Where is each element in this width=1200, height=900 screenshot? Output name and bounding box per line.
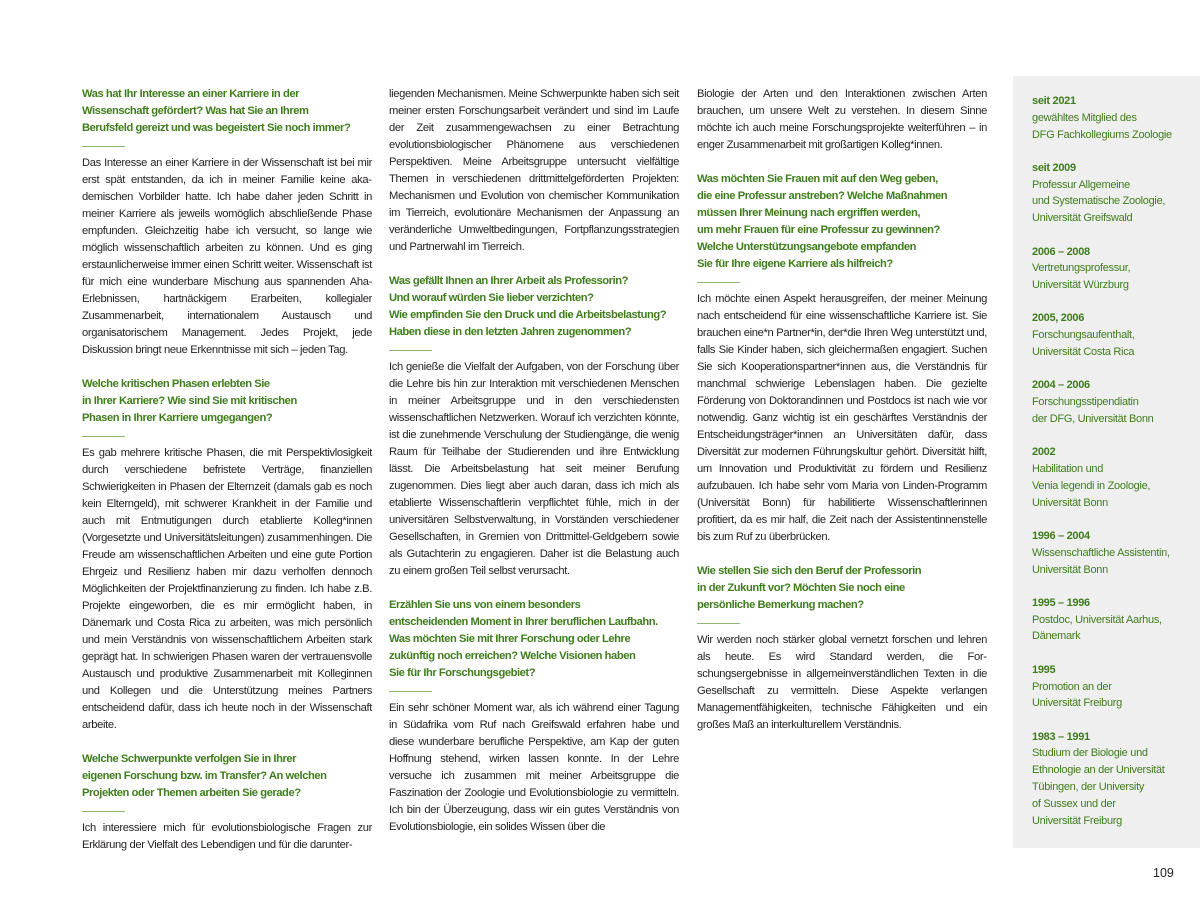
cv-description-line: der DFG, Universität Bonn [1032,412,1154,425]
cv-period: seit 2021 [1032,95,1076,107]
question-line: Sie für Ihr Forschungsgebiet? [389,667,536,679]
answer-text: Wir werden noch stärker global vernetzt forschen und lehren als heute. Es wird Standard werden, die Forschungsergebnisse in allgemeinverständlichen Texten in die Gesellschaft zu vermitteln. Diese Aspekte verlangen Managementfähigkeiten, technische Fähigkeiten und ein großes Maß an interkulturellem Verständnis. [697,634,987,731]
question-line: eigenen Forschung bzw. im Transfer? An welchen [82,770,327,782]
question-heading [82,376,372,427]
column-1 [82,86,372,871]
cv-entry [1032,595,1197,645]
cv-description-line: Universität Costa Rica [1032,346,1135,359]
question-line: in der Zukunft vor? Möchten Sie noch eine [697,582,905,594]
question-line: Sie für Ihre eigene Karriere als hilfreich? [697,258,893,270]
cv-description-line: Venia legendi in Zoologie, [1032,479,1151,492]
question-line: Welche Schwerpunkte verfolgen Sie in Ihrer [82,753,297,765]
cv-period: 1996 – 2004 [1032,529,1090,542]
cv-description-line: Forschungsaufenthalt, [1032,329,1135,342]
cv-period: 2004 – 2006 [1032,379,1090,392]
question-line: Was möchten Sie mit Ihrer Forschung oder Lehre [389,633,631,645]
answer-text: Es gab mehrere kritische Phasen, die mit Perspektivlosigkeit durch verschiedene befristete Verträge, finanziellen Schwierigkeiten in Phasen der Elternzeit (damals gab es noch kein Elterngeld), mit schwerer Krankheit in der Familie und auch mit Entmutigungen durch etablierte Kolleg*innen (Vorgesetzte und Universitätsleitungen) zusammenhingen. Die Freude am wissenschaftlichen Arbeiten und eine gute Portion Ehrgeiz und Resilienz haben mir dazu verholfen dennoch Möglichkeiten der Projektfinanzierung zu finden. Ich habe z.B. Projekte eingeworben, die es mir ermöglicht haben, in Dänemark und Costa Rica zu arbeiten, was mich persönlich und mein Verständnis von wissenschaftlichem Arbeiten stark geprägt hat. In schwierigen Phasen waren der vertrauensvolle Austausch und produktive Zusammenarbeit mit Kolleginnen und Kollegen und die Unterstützung meines Partners entscheidend dafür, dass ich heute noch in der Wissenschaft arbeite. [82,447,372,731]
cv-entry [1032,160,1197,227]
cv-description-line: Universität Freiburg [1032,697,1122,710]
question-line: Was hat Ihr Interesse an einer Karriere in der [82,88,300,100]
cv-description-line: Professur Allgemeine [1032,178,1130,191]
cv-period: 2002 [1032,446,1056,459]
column-3 [697,86,987,751]
question-line: Welche Unterstützungsangebote empfanden [697,241,917,253]
question-line: Wissenschaft gefördert? Was hat Sie an Ihrem [82,105,309,117]
question-separator [697,623,740,624]
cv-entry [1032,244,1197,294]
cv-entry [1032,310,1197,360]
cv-description-line: Universität Bonn [1032,563,1108,576]
cv-description-line: Dänemark [1032,630,1081,643]
question-line: müssen Ihrer Meinung nach ergriffen werden, [697,207,921,219]
question-line: zukünftig noch erreichen? Welche Visionen haben [389,650,636,662]
question-separator [82,146,125,147]
cv-entry [1032,93,1197,143]
cv-period: 1995 [1032,663,1056,676]
question-line: Berufsfeld gereizt und was begeistert Sie noch immer? [82,122,351,134]
question-heading [389,273,679,341]
cv-timeline [1032,93,1197,846]
question-line: Projekten oder Themen arbeiten Sie gerade? [82,787,301,799]
cv-description-line: Habilitation und [1032,463,1104,476]
question-line: persönliche Bemerkung machen? [697,599,864,611]
question-heading [82,751,372,802]
cv-entry [1032,377,1197,427]
cv-description-line: of Sussex und der [1032,797,1116,810]
question-line: Erzählen Sie uns von einem besonders [389,599,581,611]
cv-period: 1995 – 1996 [1032,596,1090,609]
page-number: 109 [1153,866,1174,880]
question-heading [697,171,987,273]
cv-description-line: Universität Greifswald [1032,212,1133,225]
cv-description-line: Ethnologie an der Universität [1032,764,1165,777]
question-line: Haben diese in den letzten Jahren zugenommen? [389,326,632,338]
question-line: Was gefällt Ihnen an Ihrer Arbeit als Professorin? [389,275,629,287]
cv-entry [1032,444,1197,511]
answer-text: Das Interesse an einer Karriere in der Wissenschaft ist bei mir erst spät entstanden, da ich in meiner Familie keine akademischen Vorbilder hatte. Ich habe daher jeden Schritt in meiner Karriere als jeweils womöglich abschließende Phase empfunden. Gleichzeitig habe ich versucht, so lange wie möglich wissenschaftlich arbeiten zu können. Und es ging erstaunlicherweise immer einen Schritt weiter. Wissenschaft ist für mich eine wunderbare Mischung aus spannenden Aha-Erlebnissen, hartnäckigem Erarbeiten, kollegialer Zusammenarbeit, internationalem Austausch und organisatorischem Management. Jedes Projekt, jede Diskussion bringt neue Erkenntnisse mit sich – jeden Tag. [82,157,372,356]
cv-description-line: Universität Freiburg [1032,814,1122,827]
cv-period: 2006 – 2008 [1032,245,1090,258]
cv-entry [1032,662,1197,712]
cv-period: 2005, 2006 [1032,312,1085,325]
cv-description-line: Postdoc, Universität Aarhus, [1032,613,1162,626]
question-line: entscheidenden Moment in Ihrer beruflichen Laufbahn. [389,616,658,628]
question-heading [697,563,987,614]
question-line: Und worauf würden Sie lieber verzichten? [389,292,594,304]
question-line: Wie empfinden Sie den Druck und die Arbeitsbelastung? [389,309,667,321]
cv-description-line: Tübingen, der University [1032,781,1145,793]
question-line: Was möchten Sie Frauen mit auf den Weg geben, [697,173,938,185]
answer-text: Ich möchte einen Aspekt herausgreifen, der meiner Meinung nach entscheidend für eine wissenschaftliche Karriere ist. Sie brauchen eine*n Partner*in, der*die Ihren Weg unterstützt und, falls Sie Kinder haben, sich gleichermaßen engagiert. Suchen Sie sich Kooperationspartner*innen aus, die Verständnis für manchmal schwierige Lebenslagen haben. Die gezielte Förderung von Doktorandinnen und Postdocs ist nach wie vor notwendig. Ganz wichtig ist ein geschärftes Verständnis der Entscheidungsträger*innen an Universitäten dafür, dass Diversität zur modernen Führungskultur gehört. Diversität hilft, um Innovation und Produktivität zu fördern und Resilienz aufzubauen. Ich habe sehr vom Maria von Linden-Programm (Universität Bonn) für habilitierte Wissenschaftlerinnen profitiert, da es mir half, die Zeit nach der Assistentinnenstelle bis zum Ruf zu überbrücken. [697,293,987,543]
question-line: um mehr Frauen für eine Professur zu gewinnen? [697,224,940,236]
answer-text: Ein sehr schöner Moment war, als ich während einer Tagung in Südafrika vom Ruf nach Greifswald erfahren habe und diese wunderbare berufliche Perspektive, am Kap der guten Hoffnung stehend, wirken lassen konnte. In der Lehre versuche ich zusammen mit meiner Arbeitsgruppe die Faszination der Zoologie und Evolutionsbiologie zu vermitteln. Ich bin der Überzeugung, dass wir ein gutes Verständnis von Evolutionsbiologie, ein solides Wissen über die [389,702,679,833]
cv-description-line: und Systematische Zoologie, [1032,195,1166,208]
column-2 [389,86,679,853]
cv-description-line: Forschungsstipendiatin [1032,396,1139,409]
cv-period: seit 2009 [1032,161,1076,174]
cv-description-line: gewähltes Mitglied des [1032,111,1137,124]
question-separator [389,350,432,351]
question-line: Wie stellen Sie sich den Beruf der Professorin [697,565,922,577]
question-separator [389,691,432,692]
question-separator [82,811,125,812]
question-separator [82,436,125,437]
question-heading [82,86,372,137]
cv-entry [1032,729,1197,830]
cv-description-line: Vertretungsprofessur, [1032,262,1131,275]
cv-description-line: Universität Bonn [1032,496,1108,509]
answer-continuation: Biologie der Arten und den Interaktionen zwischen Arten brauchen, um unsere Welt zu verstehen. In diesem Sinne möchte ich auch meine Forschungsprojekte weiterführen – in enger Zusammenarbeit mit großartigen Kolleg*innen. [697,88,987,151]
question-line: die eine Professur anstreben? Welche Maßnahmen [697,190,948,202]
cv-period: 1983 – 1991 [1032,730,1090,743]
answer-text: Ich interessiere mich für evolutionsbiologische Fragen zur Erklärung der Vielfalt des Lebendigen und für die darunter- [82,822,372,851]
answer-text: Ich genieße die Vielfalt der Aufgaben, von der Forschung über die Lehre bis hin zur Interaktion mit verschiedenen Menschen in meiner Arbeitsgruppe und in den verschiedensten wissenschaftlichen Netzwerken. Worauf ich verzichten könnte, ist die zunehmende Verschulung der Studiengänge, die wenig Raum für Teilhabe der Studierenden und ihre Entwicklung lässt. Die Arbeitsbelastung hat seit meiner Berufung zugenommen. Dies liegt aber auch daran, dass ich mich als etablierte Wissenschaftlerin verpflichtet fühle, mich in der universitären Selbstverwaltung, in Vorständen verschiedener Gesellschaften, in Gremien von Drittmittel-Geldgebern sowie als Gutachterin zu engagieren. Daher ist die Belastung auch zu einem großen Teil selbst verursacht. [389,361,679,577]
cv-description-line: Promotion an der [1032,680,1112,693]
cv-description-line: Universität Würzburg [1032,279,1129,292]
cv-entry [1032,528,1197,578]
question-line: in Ihrer Karriere? Wie sind Sie mit kritischen [82,395,297,407]
cv-description-line: DFG Fachkollegiums Zoologie [1032,128,1172,141]
question-separator [697,282,740,283]
question-heading [389,597,679,682]
question-line: Phasen in Ihrer Karriere umgegangen? [82,412,273,424]
answer-continuation: liegenden Mechanismen. Meine Schwerpunkte haben sich seit meiner ersten Forschungsarbeit verändert und sind im Laufe der Zeit zusammengewachsen zu einer Betrachtung evolutionsbiologischer Phänomene aus verschiedenen Perspektiven. Meine Arbeitsgruppe untersucht vielfältige Themen in verschiedenen drittmittelgeförderten Projekten: Mechanismen und Evolution von chemischer Kommunikation im Tierreich, evolutionäre Mechanismen der Anpassung an veränderliche Umweltbedingungen, Fortpflanzungsstrategien und Partnerwahl im Tierreich. [389,88,679,253]
question-line: Welche kritischen Phasen erlebten Sie [82,378,270,390]
cv-description-line: Wissenschaftliche Assistentin, [1032,546,1170,559]
cv-description-line: Studium der Biologie und [1032,747,1148,760]
